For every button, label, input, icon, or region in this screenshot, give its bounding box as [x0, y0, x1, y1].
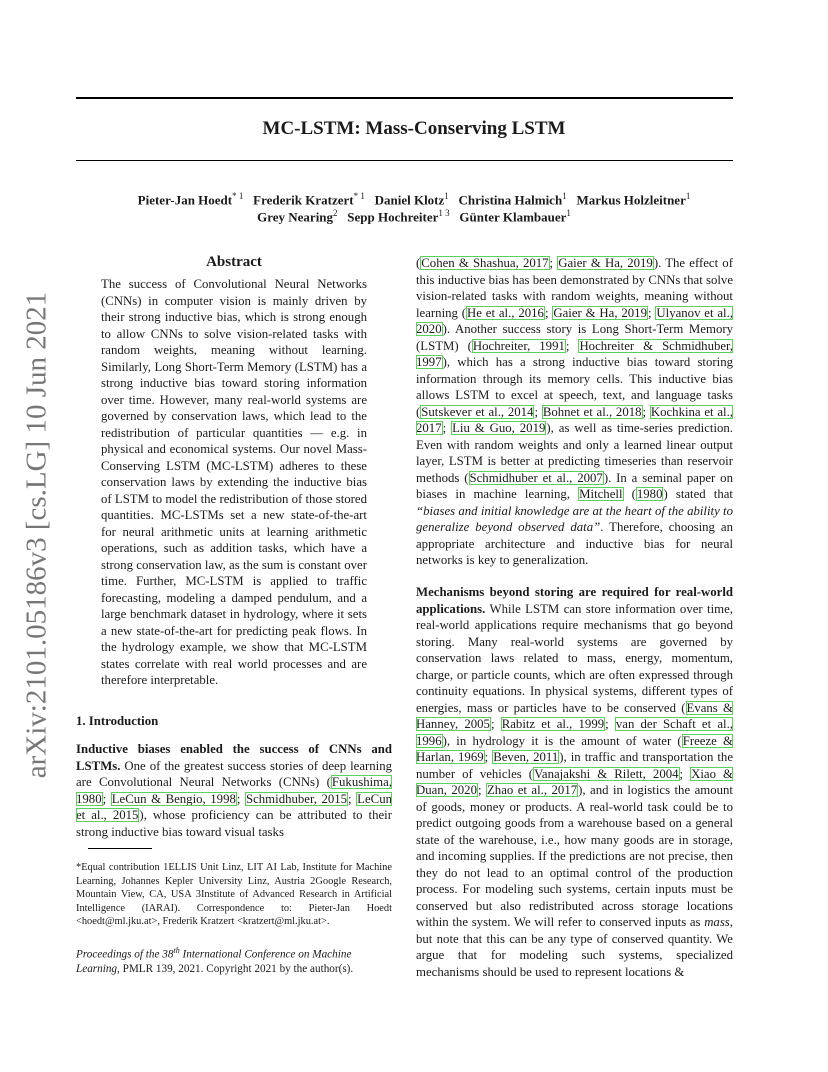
citation-link[interactable]: Hochreiter & Schmidhuber, 1997	[416, 338, 733, 369]
citation-link[interactable]: Gaier & Ha, 2019	[553, 305, 647, 320]
citation-link[interactable]: LeCun & Bengio, 1998	[111, 791, 236, 806]
citation-link[interactable]: Fukushima, 1980	[76, 775, 392, 806]
body-text: ), in traffic and transportation the number of vehicles (	[416, 750, 733, 781]
intro-paragraph: Inductive biases enabled the success of CNNs and LSTMs. One of the greatest success stories of deep learning are Convolutional Neural Networks (CNNs) (Fukushima, 1980; LeCun & Bengio, 1998; Schmidhuber, 2015; LeCun et al., 2015), whose proficiency can be attributed to their strong inductive bias toward visual tasks	[76, 742, 393, 839]
author-affiliation: 1	[444, 191, 449, 201]
right-paragraph-1: (Cohen & Shashua, 2017; Gaier & Ha, 2019). The effect of this inductive bias has been demonstrated by CNNs that solve vision-related tasks with random weights, meaning without learning (He et al., 2016; Gaier & Ha, 2019; Ulyanov et al., 2020). Another success story is Long Short-Term Memory (LSTM) (Hochreiter, 1991; Hochreiter & Schmidhuber, 1997), which has a strong inductive bias toward storing information through its memory cells. This inductive bias allows LSTM to excel at speech, text, and language tasks (Sutskever et al., 2014; Bohnet et al., 2018; Kochkina et al., 2017; Liu & Guo, 2019), as well as time-series prediction. Even with random weights and only a learned linear output layer, LSTM is better at predicting timeseries than reservoir methods (Schmidhuber et al., 2007). In a seminal paper on biases in machine learning, Mitchell (1980) stated that “biases and initial knowledge are at the heart of the ability to generalize beyond observed data”. Therefore, choosing an appropriate architecture and inductive bias for neural networks is key to generalization.	[416, 256, 734, 567]
intro-text: One of the greatest success stories of deep learning are Convolutional Neural Networks (CNNs) (	[76, 758, 393, 789]
proceedings-text: Proceedings of the 38	[76, 948, 174, 961]
title-rule-bottom	[76, 160, 733, 161]
citation-link[interactable]: Liu & Guo, 2019	[452, 421, 546, 435]
body-text: ), and in logistics the amount of goods, money or products. A real-world task could be to predict outgoing goods from a warehouse based on a general state of the warehouse, i.e., how many goods are in storage, and incoming supplies. If the predictions are not precise, then they do not lead to an optimal control of the production process. For modeling such systems, certain inputs must be conserved but also redistributed across storage locations within the system. We will refer to conserved inputs as	[416, 783, 733, 929]
intro-text: , whose proficiency can be attributed to their strong inductive bias toward visual tasks	[76, 808, 392, 839]
citation-link[interactable]: Sutskever et al., 2014	[421, 404, 534, 419]
author-name: Günter Klambauer	[459, 209, 567, 225]
paper-title: MC-LSTM: Mass-Conserving LSTM	[262, 118, 566, 139]
intro-heading: 1. Introduction	[76, 714, 159, 728]
author-affiliation: * 1	[232, 191, 244, 201]
arxiv-stamp	[2, 291, 72, 779]
proceedings-superscript: th	[173, 946, 180, 955]
citation-link[interactable]: He et al., 2016	[467, 305, 544, 320]
footnote-text: *Equal contribution 1ELLIS Unit Linz, LIT AI Lab, Institute for Machine Learning, Johannes Kepler University Linz, Austria 2Google Research, Mountain View, CA, USA 3Institute of Advanced Research in Artificial Intelligence (IARAI). Correspondence to: Pieter-Jan Hoedt <hoedt@ml.jku.at>, Frederik Kratzert <kratzert@ml.jku.at>.	[76, 862, 392, 928]
citation-link[interactable]: Bohnet et al., 2018	[542, 404, 642, 419]
author-name: Grey Nearing	[257, 209, 334, 225]
authors-line-2	[0, 208, 828, 225]
citation-link[interactable]: Cohen & Shashua, 2017	[421, 256, 549, 270]
abstract-body	[101, 276, 367, 689]
citation-link[interactable]: Kochkina et al., 2017	[416, 404, 733, 435]
author-affiliation: 1	[562, 191, 567, 201]
citation-link[interactable]: Xiao & Duan, 2020	[416, 766, 733, 797]
author-name: Sepp Hochreiter	[347, 209, 439, 225]
body-text: ), in hydrology it is the amount of water (	[442, 733, 682, 748]
body-text: ), which has a strong inductive bias toward storing information through its memory cells. This inductive bias allows LSTM to excel at speech, text, and language tasks (	[416, 355, 733, 419]
body-text: stated that	[667, 487, 733, 501]
abstract-heading: Abstract	[206, 254, 262, 270]
footnote	[76, 851, 392, 939]
paragraph-lead: Mechanisms beyond storing are required for real-world applications.	[416, 585, 733, 616]
citation-link[interactable]: Gaier & Ha, 2019	[558, 256, 653, 270]
authors-line-1	[0, 191, 828, 208]
citation-link[interactable]: Schmidhuber, 2015	[245, 791, 348, 806]
citation-link[interactable]: Ulyanov et al., 2020	[416, 305, 734, 336]
abstract-text: The success of Convolutional Neural Networks (CNNs) in computer vision is mainly driven by their strong inductive bias, which is strong enough to allow CNNs to solve vision-related tasks with random weights, meaning without learning. Similarly, Long Short-Term Memory (LSTM) has a strong inductive bias toward storing information over time. However, many real-world systems are governed by conservation laws, which lead to the redistribution of particular quantities — e.g. in physical and economical systems. Our novel Mass-Conserving LSTM (MC-LSTM) adheres to these conservation laws by extending the inductive bias of LSTM to model the redistribution of those stored quantities. MC-LSTMs set a new state-of-the-art for neural arithmetic units at learning arithmetic operations, such as addition tasks, which have a strong conservation law, as the sum is constant over time. Further, MC-LSTM is applied to traffic forecasting, modeling a damped pendulum, and a large benchmark dataset in hydrology, where it sets a new state-of-the-art for predicting peak flows. In the hydrology example, we show that MC-LSTM states correlate with real world processes and are therefore interpretable.	[101, 277, 367, 687]
author-name: Pieter-Jan Hoedt	[137, 192, 233, 208]
proceedings-text: International Conference on Machine Learning	[76, 948, 352, 976]
author-name: Markus Holzleitner	[576, 192, 686, 208]
author-affiliation: * 1	[353, 191, 365, 201]
citation-link[interactable]: Hochreiter, 1991	[472, 338, 565, 353]
citation-link[interactable]: van der Schaft et al., 1996	[416, 717, 733, 748]
quote-text: “biases and initial knowledge are at the heart of the ability to generalize beyond observed data”	[416, 503, 733, 534]
citation-link[interactable]: LeCun et al., 2015	[76, 791, 392, 822]
citation-link[interactable]: Rabitz et al., 1999	[501, 717, 605, 731]
body-text: , but note that this can be any type of conserved quantity. We argue that for modeling such systems, specialized mechanisms should be used to represent locations &	[416, 915, 733, 979]
citation-link[interactable]: 1980	[636, 487, 663, 501]
proceedings-note	[76, 944, 392, 977]
author-affiliation: 1	[685, 191, 691, 201]
body-text: ), as well as time-series prediction. Even with random weights and only a learned linear output layer, LSTM is better at predicting timeseries than reservoir methods (	[416, 421, 733, 485]
author-name: Christina Halmich	[458, 192, 563, 208]
footnote-rule	[88, 848, 152, 849]
citation-link[interactable]: Vanajakshi & Rilett, 2004	[534, 766, 679, 781]
author-affiliation: 1 3	[438, 208, 450, 218]
right-paragraph-2: Mechanisms beyond storing are required for real-world applications. While LSTM can store information over time, real-world applications require mechanisms that go beyond storing. Many real-world systems are governed by conservation laws related to mass, energy, momentum, charge, or particle counts, which are often expressed through continuity equations. In physical systems, different types of energies, mass or particles have to be conserved (Evans & Hanney, 2005; Rabitz et al., 1999; van der Schaft et al., 1996), in hydrology it is the amount of water (Freeze & Harlan, 1969; Beven, 2011), in traffic and transportation the number of vehicles (Vanajakshi & Rilett, 2004; Xiao & Duan, 2020; Zhao et al., 2017), and in logistics the amount of goods, money or products. A real-world task could be to predict outgoing goods from a warehouse based on a general state of the warehouse, i.e., how many goods are in storage, and incoming supplies. If the predictions are not precise, then they do not lead to an optimal control of the production process. For modeling such systems, certain inputs must be conserved but also redistributed across storage locations within the system. We will refer to conserved inputs as mass, but note that this can be any type of conserved quantity. We argue that for modeling such systems, specialized mechanisms should be used to represent locations &	[416, 585, 733, 979]
citation-link[interactable]: Evans & Hanney, 2005	[416, 700, 733, 731]
body-text: While LSTM can store information over time, real-world applications require mechanisms that go beyond storing. Many real-world systems are governed by conservation laws related to mass, energy, momentum, charge, or particle counts, which are often expressed through continuity equations. In physical systems, different types of energies, mass or particles have to be conserved (	[416, 601, 733, 715]
author-affiliation: 2	[333, 208, 338, 218]
citation-link[interactable]: Mitchell	[579, 487, 623, 501]
citation-link[interactable]: Beven, 2011	[493, 750, 559, 764]
arxiv-stamp-text: arXiv:2101.05186v3 [cs.LG] 10 Jun 2021	[20, 291, 53, 779]
body-text: . Therefore, choosing an appropriate architecture and inductive bias for neural networks is key to generalization.	[416, 520, 733, 567]
title-rule-top	[76, 97, 733, 99]
body-text: ). Another success story is Long Short-Term Memory (LSTM) (	[416, 322, 733, 353]
proceedings-text: , PMLR 139, 2021. Copyright 2021 by the author(s).	[117, 963, 354, 976]
citation-link[interactable]: Schmidhuber et al., 2007	[469, 470, 603, 485]
author-name: Daniel Klotz	[374, 192, 445, 208]
author-affiliation: 1	[566, 208, 571, 218]
intro-lead: Inductive biases enabled the success of CNNs and LSTMs.	[76, 742, 392, 773]
citation-link[interactable]: Zhao et al., 2017	[486, 783, 578, 797]
body-text: ). The effect of this inductive bias has been demonstrated by CNNs that solve vision-related tasks with random weights, meaning without learning (	[416, 256, 733, 320]
author-name: Frederik Kratzert	[253, 192, 354, 208]
body-text: ). In a seminal paper on biases in machine learning,	[416, 470, 733, 501]
emphasis-mass: mass	[704, 915, 730, 929]
citation-link[interactable]: Freeze & Harlan, 1969	[416, 733, 733, 764]
